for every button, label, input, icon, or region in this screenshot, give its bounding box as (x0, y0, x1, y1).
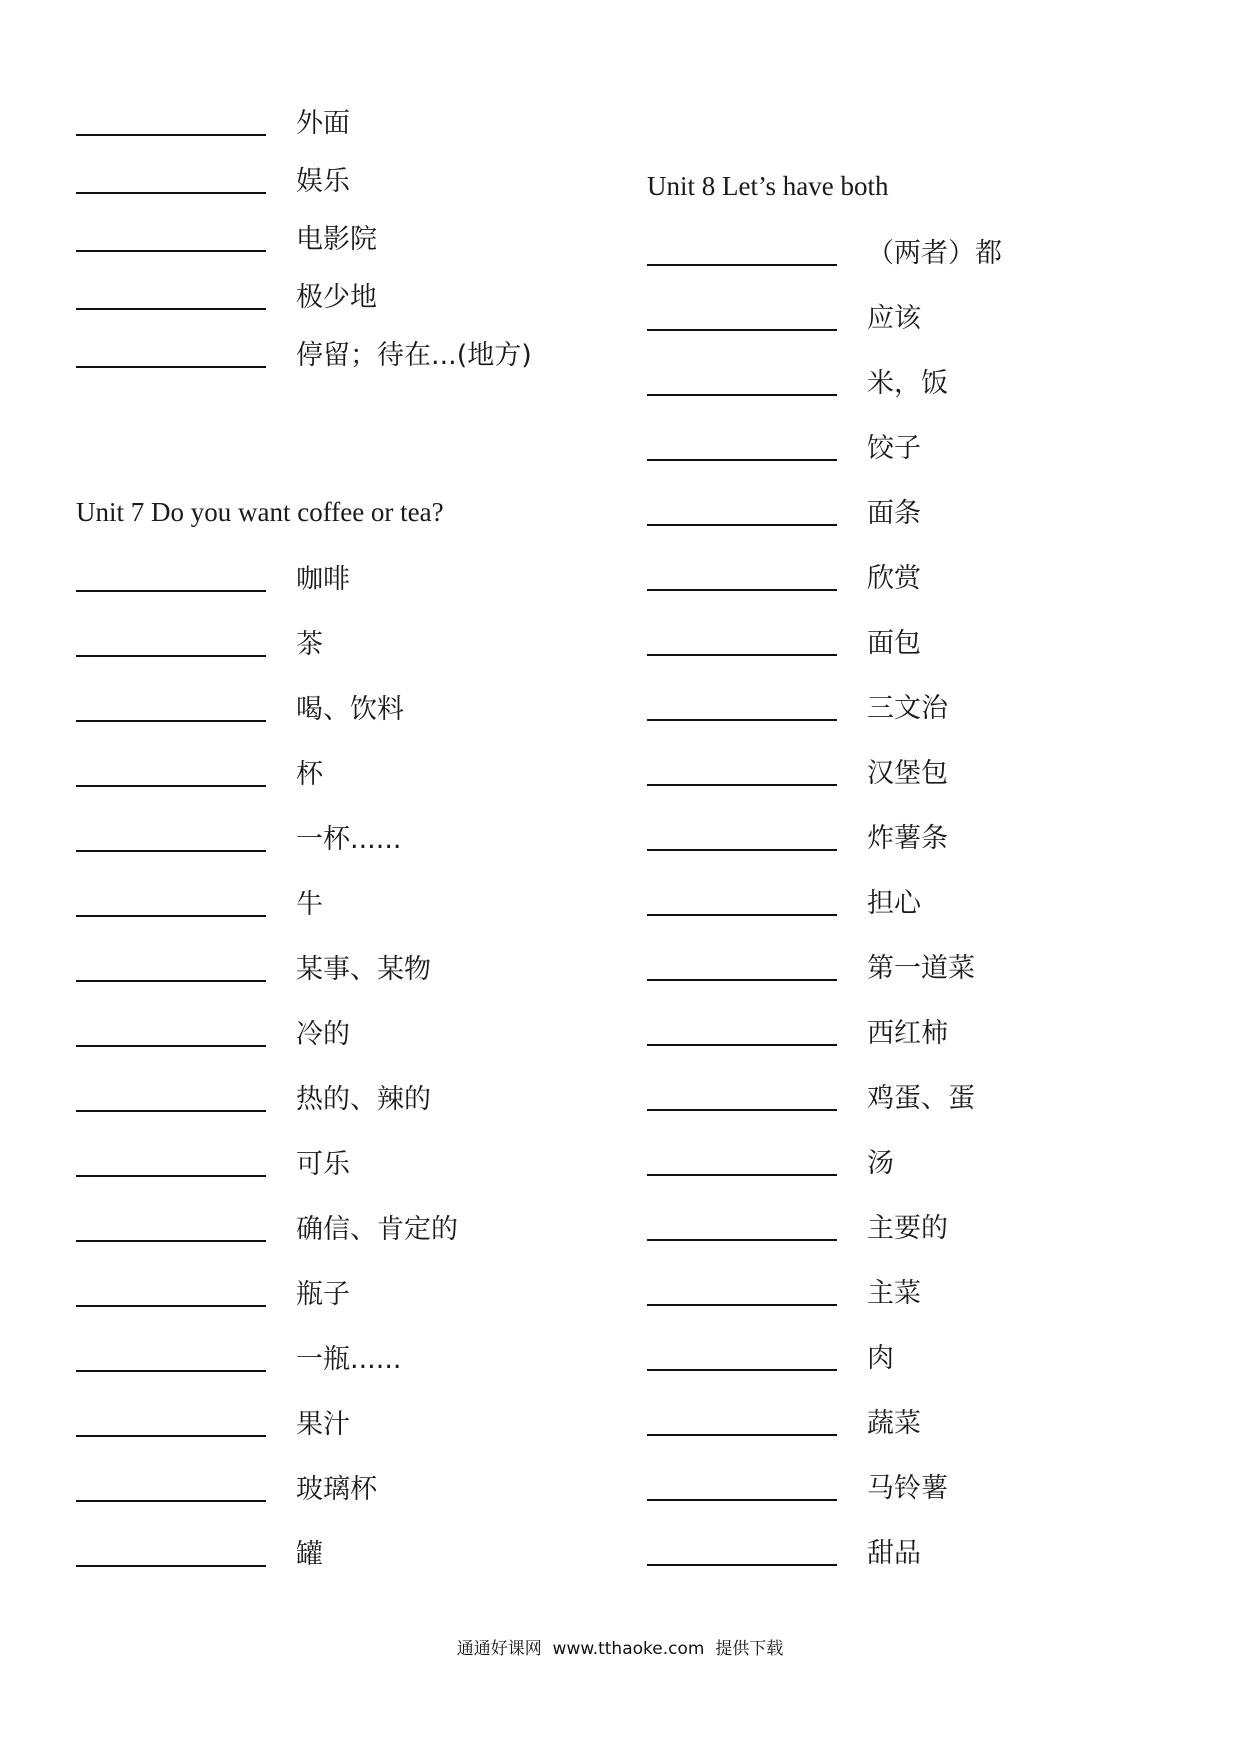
answer-blank[interactable] (647, 914, 837, 916)
list-item (647, 551, 1207, 594)
list-item (647, 616, 1207, 659)
word-meaning: 一瓶...... (296, 1344, 402, 1375)
word-meaning: 罐 (296, 1539, 323, 1570)
word-meaning: 可乐 (296, 1149, 350, 1180)
word-meaning: 第一道菜 (867, 953, 975, 984)
answer-blank[interactable] (647, 1174, 837, 1176)
word-meaning: 肉 (867, 1343, 894, 1374)
list-item (76, 1072, 636, 1115)
answer-blank[interactable] (647, 459, 837, 461)
word-meaning: 茶 (296, 629, 323, 660)
answer-blank[interactable] (76, 1435, 266, 1437)
word-meaning: 牛 (296, 889, 323, 920)
list-item (647, 226, 1207, 269)
word-meaning: 西红柿 (867, 1018, 948, 1049)
list-item (647, 876, 1207, 919)
answer-blank[interactable] (76, 785, 266, 787)
list-item (647, 1201, 1207, 1244)
list-item (76, 1267, 636, 1310)
unit7-title: Unit 7 Do you want coffee or tea? (76, 497, 444, 527)
word-meaning: 某事、某物 (296, 954, 431, 985)
list-item (76, 1202, 636, 1245)
word-meaning: 蔬菜 (867, 1408, 921, 1439)
list-item (76, 877, 636, 920)
answer-blank[interactable] (76, 366, 266, 368)
list-item (76, 1007, 636, 1050)
answer-blank[interactable] (647, 784, 837, 786)
list-item (76, 1527, 636, 1570)
list-item (647, 1461, 1207, 1504)
word-meaning: 甜品 (867, 1538, 921, 1569)
word-meaning: 米，饭 (867, 368, 948, 399)
answer-blank[interactable] (647, 1239, 837, 1241)
word-meaning: 杯 (296, 759, 323, 790)
answer-blank[interactable] (76, 1110, 266, 1112)
page-footer: 通通好课网 www.tthaoke.com 提供下载 (456, 1639, 784, 1659)
answer-blank[interactable] (76, 850, 266, 852)
list-item (76, 154, 636, 197)
answer-blank[interactable] (647, 329, 837, 331)
answer-blank[interactable] (647, 1564, 837, 1566)
word-meaning: 主菜 (867, 1278, 921, 1309)
word-meaning: 娱乐 (296, 166, 350, 197)
list-item (647, 1071, 1207, 1114)
answer-blank[interactable] (647, 1499, 837, 1501)
answer-blank[interactable] (76, 720, 266, 722)
list-item (647, 356, 1207, 399)
word-meaning: （两者）都 (867, 238, 1002, 269)
list-item (647, 421, 1207, 464)
answer-blank[interactable] (647, 654, 837, 656)
answer-blank[interactable] (76, 1045, 266, 1047)
answer-blank[interactable] (76, 192, 266, 194)
answer-blank[interactable] (76, 1175, 266, 1177)
word-meaning: 停留；待在...(地方) (296, 340, 532, 371)
list-item (647, 486, 1207, 529)
answer-blank[interactable] (647, 1109, 837, 1111)
word-meaning: 饺子 (867, 433, 921, 464)
answer-blank[interactable] (76, 250, 266, 252)
list-item (76, 812, 636, 855)
list-item (76, 552, 636, 595)
word-meaning: 极少地 (296, 282, 377, 313)
word-meaning: 确信、肯定的 (296, 1214, 458, 1245)
answer-blank[interactable] (76, 308, 266, 310)
word-meaning: 炸薯条 (867, 823, 948, 854)
word-meaning: 应该 (867, 303, 921, 334)
answer-blank[interactable] (647, 1369, 837, 1371)
answer-blank[interactable] (647, 719, 837, 721)
answer-blank[interactable] (647, 849, 837, 851)
list-item (647, 811, 1207, 854)
list-item (76, 328, 636, 371)
list-item (647, 1136, 1207, 1179)
list-item (647, 1266, 1207, 1309)
word-meaning: 喝、饮料 (296, 694, 404, 725)
list-item (647, 746, 1207, 789)
answer-blank[interactable] (76, 1500, 266, 1502)
word-meaning: 一杯...... (296, 824, 402, 855)
list-item (647, 1006, 1207, 1049)
list-item (647, 681, 1207, 724)
unit8-title: Unit 8 Let’s have both (647, 171, 889, 201)
list-item (76, 617, 636, 660)
word-meaning: 果汁 (296, 1409, 350, 1440)
word-meaning: 三文治 (867, 693, 948, 724)
list-item (76, 1462, 636, 1505)
word-meaning: 玻璃杯 (296, 1474, 377, 1505)
answer-blank[interactable] (76, 915, 266, 917)
word-meaning: 汤 (867, 1148, 894, 1179)
word-meaning: 鸡蛋、蛋 (867, 1083, 975, 1114)
answer-blank[interactable] (647, 394, 837, 396)
word-meaning: 欣赏 (867, 563, 921, 594)
list-item (647, 1526, 1207, 1569)
answer-blank[interactable] (76, 1370, 266, 1372)
answer-blank[interactable] (76, 1565, 266, 1567)
answer-blank[interactable] (76, 1305, 266, 1307)
list-item (76, 1137, 636, 1180)
answer-blank[interactable] (76, 590, 266, 592)
list-item (76, 212, 636, 255)
list-item (76, 270, 636, 313)
list-item (76, 1332, 636, 1375)
list-item (647, 1331, 1207, 1374)
answer-blank[interactable] (76, 1240, 266, 1242)
word-meaning: 担心 (867, 888, 921, 919)
answer-blank[interactable] (647, 589, 837, 591)
word-meaning: 马铃薯 (867, 1473, 948, 1504)
word-meaning: 外面 (296, 108, 350, 139)
word-meaning: 面包 (867, 628, 921, 659)
answer-blank[interactable] (647, 524, 837, 526)
list-item (76, 942, 636, 985)
answer-blank[interactable] (647, 1044, 837, 1046)
word-meaning: 热的、辣的 (296, 1084, 431, 1115)
word-meaning: 面条 (867, 498, 921, 529)
list-item (647, 1396, 1207, 1439)
word-meaning: 汉堡包 (867, 758, 948, 789)
word-meaning: 瓶子 (296, 1279, 350, 1310)
word-meaning: 电影院 (296, 224, 377, 255)
answer-blank[interactable] (76, 655, 266, 657)
word-meaning: 冷的 (296, 1019, 350, 1050)
list-item (647, 941, 1207, 984)
answer-blank[interactable] (647, 1304, 837, 1306)
list-item (76, 682, 636, 725)
answer-blank[interactable] (647, 264, 837, 266)
answer-blank[interactable] (76, 134, 266, 136)
list-item (76, 747, 636, 790)
answer-blank[interactable] (76, 980, 266, 982)
list-item (76, 96, 636, 139)
answer-blank[interactable] (647, 1434, 837, 1436)
word-meaning: 咖啡 (296, 564, 350, 595)
list-item (76, 1397, 636, 1440)
answer-blank[interactable] (647, 979, 837, 981)
list-item (647, 291, 1207, 334)
word-meaning: 主要的 (867, 1213, 948, 1244)
